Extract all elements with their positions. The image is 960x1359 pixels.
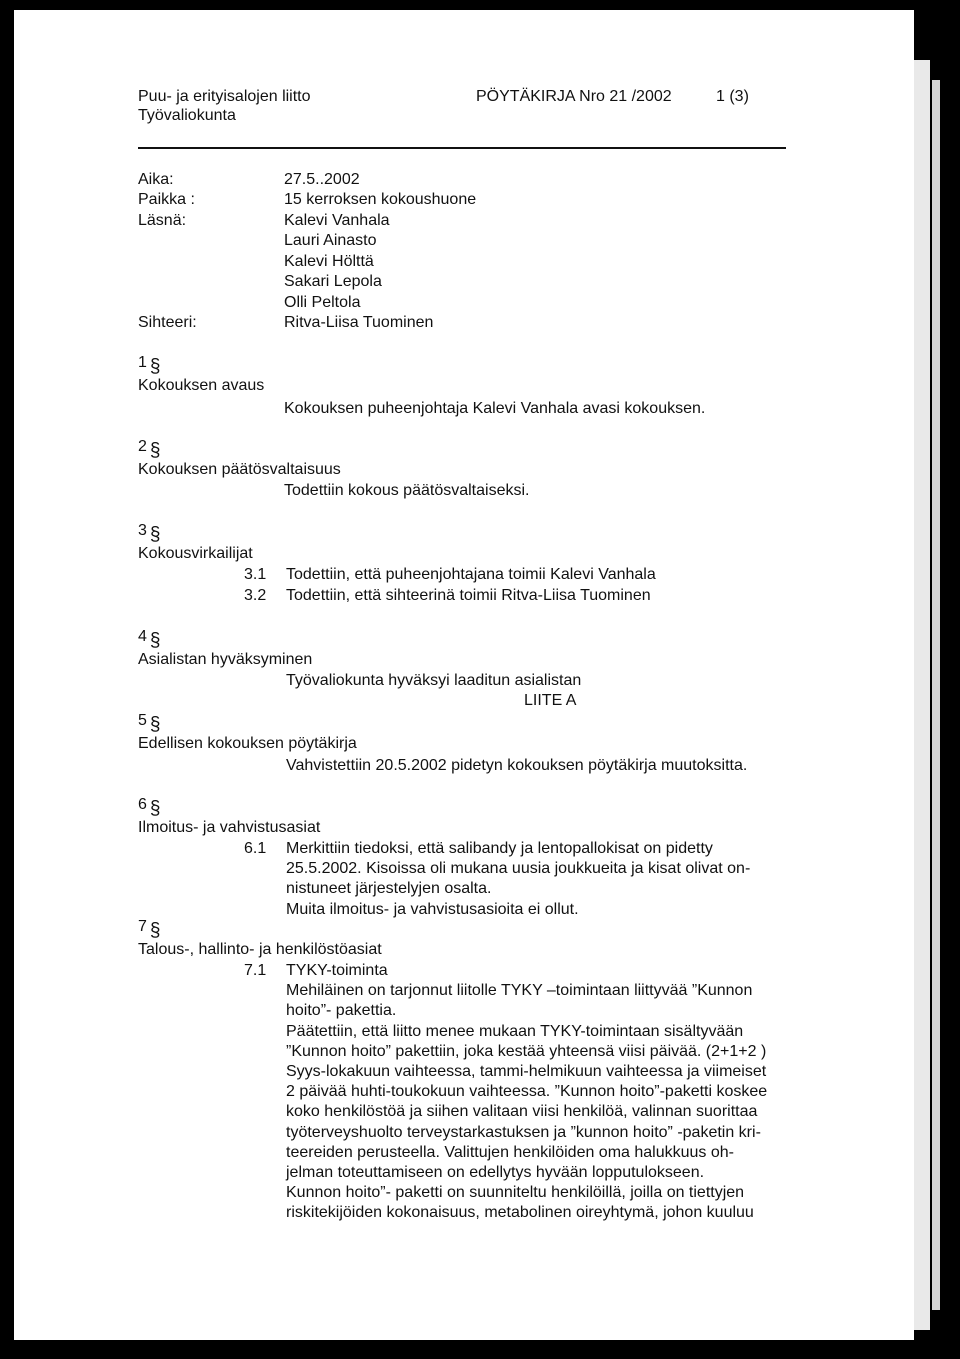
attendee: Sakari Lepola [284, 273, 382, 290]
section-4-title: Asialistan hyväksyminen [138, 651, 313, 668]
section-2-title: Kokouksen päätösvaltaisuus [138, 461, 341, 478]
section-3-title: Kokousvirkailijat [138, 545, 253, 562]
section-3-number: 3 § [138, 522, 161, 545]
section-1-text: Kokouksen puheenjohtaja Kalevi Vanhala avasi kokouksen. [284, 400, 706, 417]
section-symbol-icon: § [149, 440, 161, 461]
body-line: 25.5.2002. Kisoissa oli mukana uusia joukkueita ja kisat olivat on- [286, 860, 751, 878]
body-line: Kunnon hoito”- paketti on suunniteltu henkilöillä, joilla on tiettyjen [286, 1184, 745, 1202]
attachment-label: LIITE A [524, 692, 577, 709]
secretary-value: Ritva-Liisa Tuominen [284, 314, 434, 331]
page-edge-right-2 [932, 80, 940, 1310]
body-line: Muita ilmoitus- ja vahvistusasioita ei ollut. [286, 900, 579, 918]
section-symbol-icon: § [149, 798, 161, 819]
body-line: koko henkilöstöä ja siihen valitaan viisi henkilöä, valinnan suorittaa [286, 1103, 758, 1121]
section-symbol-icon: § [149, 714, 161, 735]
body-line: TYKY-toiminta [286, 962, 388, 979]
section-symbol-icon: § [149, 524, 161, 545]
header-divider [138, 147, 786, 149]
attendee: Kalevi Hölttä [284, 253, 374, 270]
org-name: Puu- ja erityisalojen liitto [138, 88, 311, 105]
body-line: teereiden perusteella. Valittujen henkilöiden oma halukkuus oh- [286, 1143, 734, 1161]
attendees-label: Läsnä: [138, 212, 187, 229]
item-number: 3.1 [244, 566, 267, 583]
department-name: Työvaliokunta [138, 107, 236, 124]
place-value: 15 kerroksen kokoushuone [284, 191, 477, 208]
attendee: Kalevi Vanhala [284, 212, 390, 229]
section-4-number: 4 § [138, 628, 161, 651]
body-line: työterveyshuolto terveystarkastuksen ja ”kunnon hoito” -paketin kri- [286, 1123, 761, 1141]
section-6-title: Ilmoitus- ja vahvistusasiat [138, 819, 321, 836]
document-title: PÖYTÄKIRJA Nro 21 /2002 [476, 88, 672, 105]
attendee: Olli Peltola [284, 294, 361, 311]
section-4-text: Työvaliokunta hyväksyi laaditun asialistan [286, 672, 582, 689]
body-line: jelman toteuttamiseen on edellytys hyvään lopputulokseen. [286, 1164, 705, 1182]
section-6-number: 6 § [138, 796, 161, 819]
section-7-title: Talous-, hallinto- ja henkilöstöasiat [138, 941, 382, 958]
section-1-number: 1 § [138, 354, 161, 377]
section-5-text: Vahvistettiin 20.5.2002 pidetyn kokouksen pöytäkirja muutoksitta. [286, 757, 748, 774]
body-line: Merkittiin tiedoksi, että salibandy ja lentopallokisat on pidetty [286, 840, 713, 857]
section-1-title: Kokouksen avaus [138, 377, 265, 394]
body-line: Mehiläinen on tarjonnut liitolle TYKY –toimintaan liittyvää ”Kunnon [286, 982, 753, 1000]
section-6-body [286, 839, 750, 920]
body-line: Päätettiin, että liitto menee mukaan TYKY-toimintaan sisältyvään [286, 1022, 744, 1040]
place-label: Paikka : [138, 191, 195, 208]
body-line: riskitekijöiden kokonaisuus, metabolinen oireyhtymä, johon kuuluu [286, 1204, 754, 1222]
section-5-number: 5 § [138, 712, 161, 735]
section-symbol-icon: § [149, 356, 161, 377]
section-7-number: 7 § [138, 918, 161, 941]
time-label: Aika: [138, 171, 174, 188]
page-edge-right [914, 60, 930, 1330]
attendee: Lauri Ainasto [284, 232, 377, 249]
item-number: 6.1 [244, 840, 267, 857]
item-text: Todettiin, että sihteerinä toimii Ritva-Liisa Tuominen [286, 587, 651, 604]
body-line: Syys-lokakuun vaihteessa, tammi-helmikuun vaihteessa ja viimeiset [286, 1063, 767, 1081]
section-5-title: Edellisen kokouksen pöytäkirja [138, 735, 357, 752]
page-number: 1 (3) [716, 88, 749, 105]
section-7-body [286, 961, 767, 1224]
item-text: Todettiin, että puheenjohtajana toimii Kalevi Vanhala [286, 566, 656, 583]
section-symbol-icon: § [149, 920, 161, 941]
body-line: 2 päivää huhti-toukokuun vaihteessa. ”Kunnon hoito”-paketti koskee [286, 1083, 768, 1101]
item-number: 7.1 [244, 962, 267, 979]
body-line: nistuneet järjestelyjen osalta. [286, 880, 492, 898]
body-line: hoito”- pakettia. [286, 1002, 397, 1020]
secretary-label: Sihteeri: [138, 314, 197, 331]
section-2-text: Todettiin kokous päätösvaltaiseksi. [284, 482, 530, 499]
item-number: 3.2 [244, 587, 267, 604]
time-value: 27.5..2002 [284, 171, 360, 188]
section-symbol-icon: § [149, 630, 161, 651]
body-line: ”Kunnon hoito” pakettiin, joka kestää yhteensä viisi päivää. (2+1+2 ) [286, 1042, 767, 1060]
section-2-number: 2 § [138, 438, 161, 461]
